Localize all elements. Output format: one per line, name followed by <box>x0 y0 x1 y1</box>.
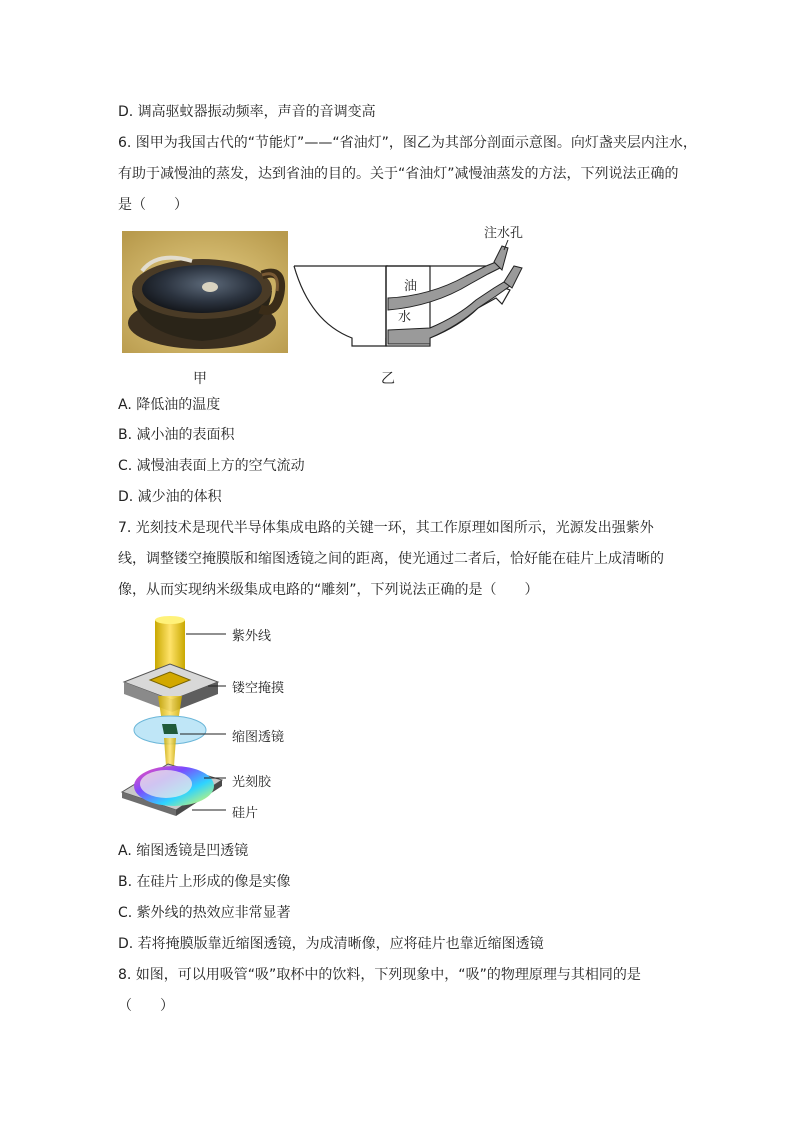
q6-stem-line1: 6. 图甲为我国古代的“节能灯”——“省油灯”，图乙为其部分剖面示意图。向灯盏夹层内注水， <box>118 135 697 151</box>
caption-yi: 乙 <box>381 371 395 387</box>
q7-stem-line2: 线，调整镂空掩膜版和缩图透镜之间的距离，使光通过二者后，恰好能在硅片上成清晰的 <box>118 551 664 567</box>
label-lens: 缩图透镜 <box>232 730 285 745</box>
q8-stem-line1: 8. 如图，可以用吸管“吸”取杯中的饮料，下列现象中，“吸”的物理原理与其相同的是 <box>118 967 641 983</box>
label-mask: 镂空掩摸 <box>232 681 285 696</box>
q6-option-a: A. 降低油的温度 <box>118 397 221 413</box>
q7-option-c: C. 紫外线的热效应非常显著 <box>118 905 291 921</box>
label-water-inlet: 注水孔 <box>484 226 524 241</box>
q6-option-c: C. 减慢油表面上方的空气流动 <box>118 458 305 474</box>
label-water: 水 <box>398 310 412 325</box>
q6-option-b: B. 减小油的表面积 <box>118 427 235 443</box>
lamp-cross-section <box>290 222 540 356</box>
caption-jia: 甲 <box>193 371 207 387</box>
q7-option-a: A. 缩图透镜是凹透镜 <box>118 843 249 859</box>
label-wafer: 硅片 <box>232 806 259 821</box>
q8-stem-line2: （ ） <box>118 998 174 1014</box>
lamp-photo <box>122 231 288 353</box>
label-oil: 油 <box>404 279 418 294</box>
q7-stem-line1: 7. 光刻技术是现代半导体集成电路的关键一环，其工作原理如图所示，光源发出强紫外 <box>118 520 654 536</box>
q7-option-d: D. 若将掩膜版靠近缩图透镜，为成清晰像，应将硅片也靠近缩图透镜 <box>118 936 544 952</box>
cross-section-drawing <box>290 222 540 356</box>
q6-stem-line2: 有助于减慢油的蒸发，达到省油的目的。关于“省油灯”减慢油蒸发的方法，下列说法正确的 <box>118 166 679 182</box>
lamp-photo-drawing <box>122 231 288 353</box>
q7-option-b: B. 在硅片上形成的像是实像 <box>118 874 291 890</box>
lithography-drawing <box>118 616 318 826</box>
lithography-diagram <box>118 616 318 826</box>
q6-stem-line3: 是（ ） <box>118 197 188 213</box>
q7-stem-line3: 像，从而实现纳米级集成电路的“雕刻”，下列说法正确的是（ ） <box>118 582 539 598</box>
q5-option-d: D. 调高驱蚊器振动频率，声音的音调变高 <box>118 104 376 120</box>
q6-option-d: D. 减少油的体积 <box>118 489 222 505</box>
label-photoresist: 光刻胶 <box>232 775 272 790</box>
label-uv: 紫外线 <box>232 629 272 644</box>
